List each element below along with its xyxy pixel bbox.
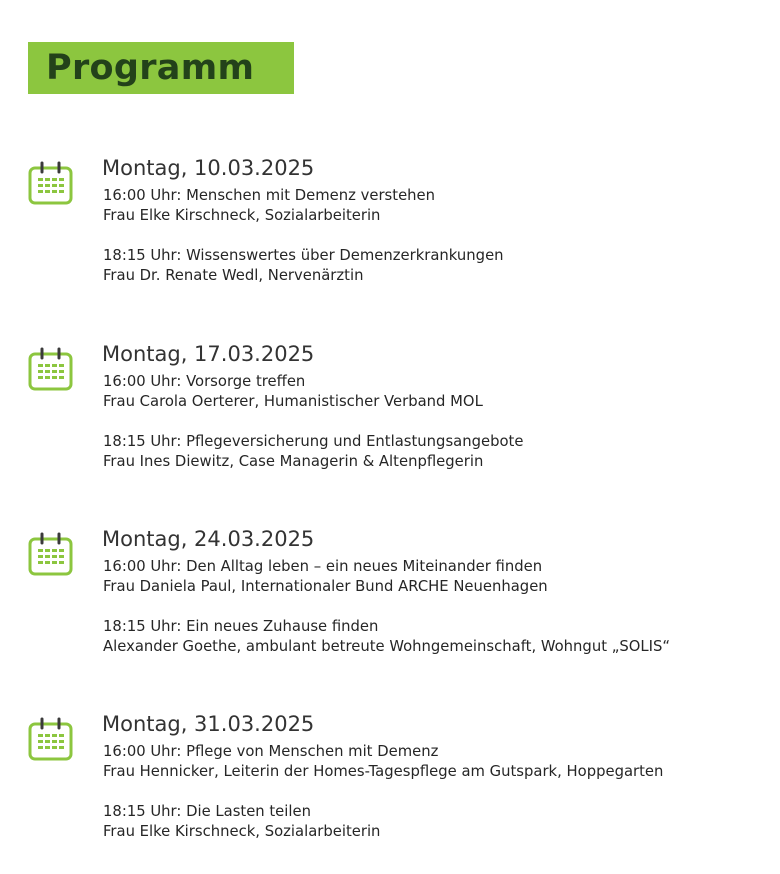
- talk-time-title: 18:15 Uhr: Die Lasten teilen: [103, 803, 311, 820]
- program-heading: Programm: [46, 48, 255, 88]
- program-heading-banner: [28, 42, 294, 94]
- day-date: Montag, 17.03.2025: [102, 342, 315, 366]
- calendar-icon: [27, 347, 75, 393]
- talk-speaker: Frau Carola Oerterer, Humanistischer Verband MOL: [103, 393, 483, 410]
- talk-time-title: 18:15 Uhr: Pflegeversicherung und Entlastungsangebote: [103, 433, 524, 450]
- talk-speaker: Frau Daniela Paul, Internationaler Bund ARCHE Neuenhagen: [103, 578, 548, 595]
- calendar-icon: [27, 532, 75, 578]
- talk-time-title: 16:00 Uhr: Pflege von Menschen mit Demenz: [103, 743, 439, 760]
- program-day-2: [0, 342, 780, 498]
- day-date: Montag, 24.03.2025: [102, 527, 315, 551]
- calendar-icon: [27, 161, 75, 207]
- talk-speaker: Frau Ines Diewitz, Case Managerin & Altenpflegerin: [103, 453, 484, 470]
- talk-time-title: 16:00 Uhr: Den Alltag leben – ein neues Miteinander finden: [103, 558, 543, 575]
- program-day-1: [0, 156, 780, 312]
- program-day-4: [0, 712, 780, 868]
- talk-speaker: Frau Elke Kirschneck, Sozialarbeiterin: [103, 823, 381, 840]
- talk-time-title: 16:00 Uhr: Vorsorge treffen: [103, 373, 306, 390]
- talk-speaker: Frau Hennicker, Leiterin der Homes-Tagespflege am Gutspark, Hoppegarten: [103, 763, 664, 780]
- day-date: Montag, 31.03.2025: [102, 712, 315, 736]
- calendar-icon: [27, 717, 75, 763]
- talk-speaker: Alexander Goethe, ambulant betreute Wohngemeinschaft, Wohngut „SOLIS“: [103, 638, 671, 655]
- talk-time-title: 16:00 Uhr: Menschen mit Demenz verstehen: [103, 187, 436, 204]
- talk-time-title: 18:15 Uhr: Ein neues Zuhause finden: [103, 618, 379, 635]
- talk-speaker: Frau Dr. Renate Wedl, Nervenärztin: [103, 267, 364, 284]
- talk-time-title: 18:15 Uhr: Wissenswertes über Demenzerkrankungen: [103, 247, 504, 264]
- talk-speaker: Frau Elke Kirschneck, Sozialarbeiterin: [103, 207, 381, 224]
- day-date: Montag, 10.03.2025: [102, 156, 315, 180]
- program-day-3: [0, 527, 780, 683]
